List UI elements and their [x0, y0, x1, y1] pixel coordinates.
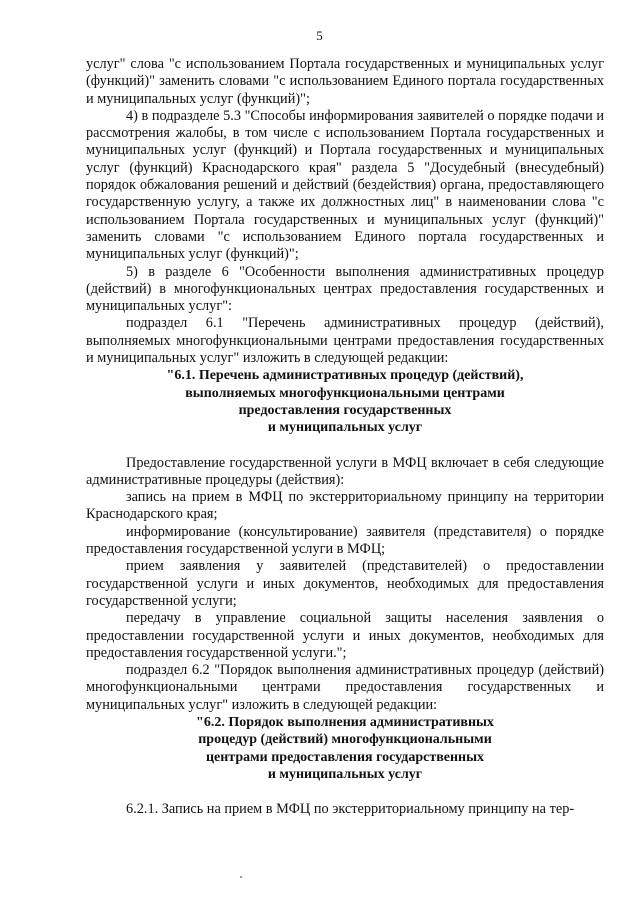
section-heading-6-2: [86, 714, 604, 783]
heading-line: процедур (действий) многофункциональными: [198, 732, 492, 748]
scan-speck: [240, 876, 242, 878]
spacer: [86, 783, 604, 801]
paragraph: информирование (консультирование) заявителя (представителя) о порядке предоставления государственной услуги в МФЦ;: [86, 523, 604, 558]
paragraph: 4) в подразделе 5.3 "Способы информирования заявителей о порядке подачи и рассмотрения жалобы, в том числе с использованием Портала государственных и муниципальных услуг (функций) и Портала государственных и муниципальных услуг (функций) Краснодарского края" раздела 5 "Досудебный (внесудебный) порядок обжалования решений и действий (бездействия) органа, предоставляющего государственную услугу, а также их должностных лиц" в наименовании слова "с использованием Портала государственных и муниципальных услуг (функций)" заменить словами "с использованием Единого портала государственных и муниципальных услуг (функций)";: [86, 107, 604, 263]
paragraph: подраздел 6.2 "Порядок выполнения административных процедур (действий) многофункциональными центрами предоставления государственных и муниципальных услуг" изложить в следующей редакции:: [86, 662, 604, 713]
page-number: 5: [316, 28, 323, 43]
paragraph: 5) в разделе 6 "Особенности выполнения административных процедур (действий) в многофункциональных центрах предоставления государственных и муниципальных услуг":: [86, 263, 604, 315]
paragraph: Предоставление государственной услуги в МФЦ включает в себя следующие административные процедуры (действия):: [86, 454, 604, 488]
paragraph: передачу в управление социальной защиты населения заявления о предоставлении государственной услуги и иных документов, необходимых для предоставления государственной услуги.";: [86, 610, 604, 661]
heading-line: выполняемых многофункциональными центрами: [185, 385, 505, 401]
heading-line: центрами предоставления государственных: [205, 749, 485, 765]
paragraph: услуг" слова "с использованием Портала государственных и муниципальных услуг (функций)" заменить словами "с использованием Единого портала государственных и муниципальных услуг (функций)";: [86, 56, 604, 107]
paragraph: запись на прием в МФЦ по экстерриториальному принципу на территории Краснодарского края;: [86, 489, 604, 523]
paragraph: подраздел 6.1 "Перечень административных процедур (действий), выполняемых многофункциональными центрами предоставления государственных и муниципальных услуг" изложить в следующей редакции:: [86, 315, 604, 367]
heading-line: и муниципальных услуг: [267, 420, 423, 436]
heading-line: предоставления государственных: [238, 402, 452, 418]
paragraph: прием заявления у заявителей (представителей) о предоставлении государственной услуги и иных документов, необходимых для предоставления государственной услуги;: [86, 558, 604, 609]
paragraph: 6.2.1. Запись на прием в МФЦ по экстерриториальному принципу на тер-: [126, 801, 575, 818]
heading-line: "6.1. Перечень административных процедур (действий),: [166, 368, 524, 384]
document-body: [86, 56, 604, 818]
section-heading-6-1: [86, 367, 604, 436]
heading-line: "6.2. Порядок выполнения административных: [196, 714, 494, 730]
heading-line: и муниципальных услуг: [267, 766, 423, 782]
spacer: [86, 437, 604, 455]
